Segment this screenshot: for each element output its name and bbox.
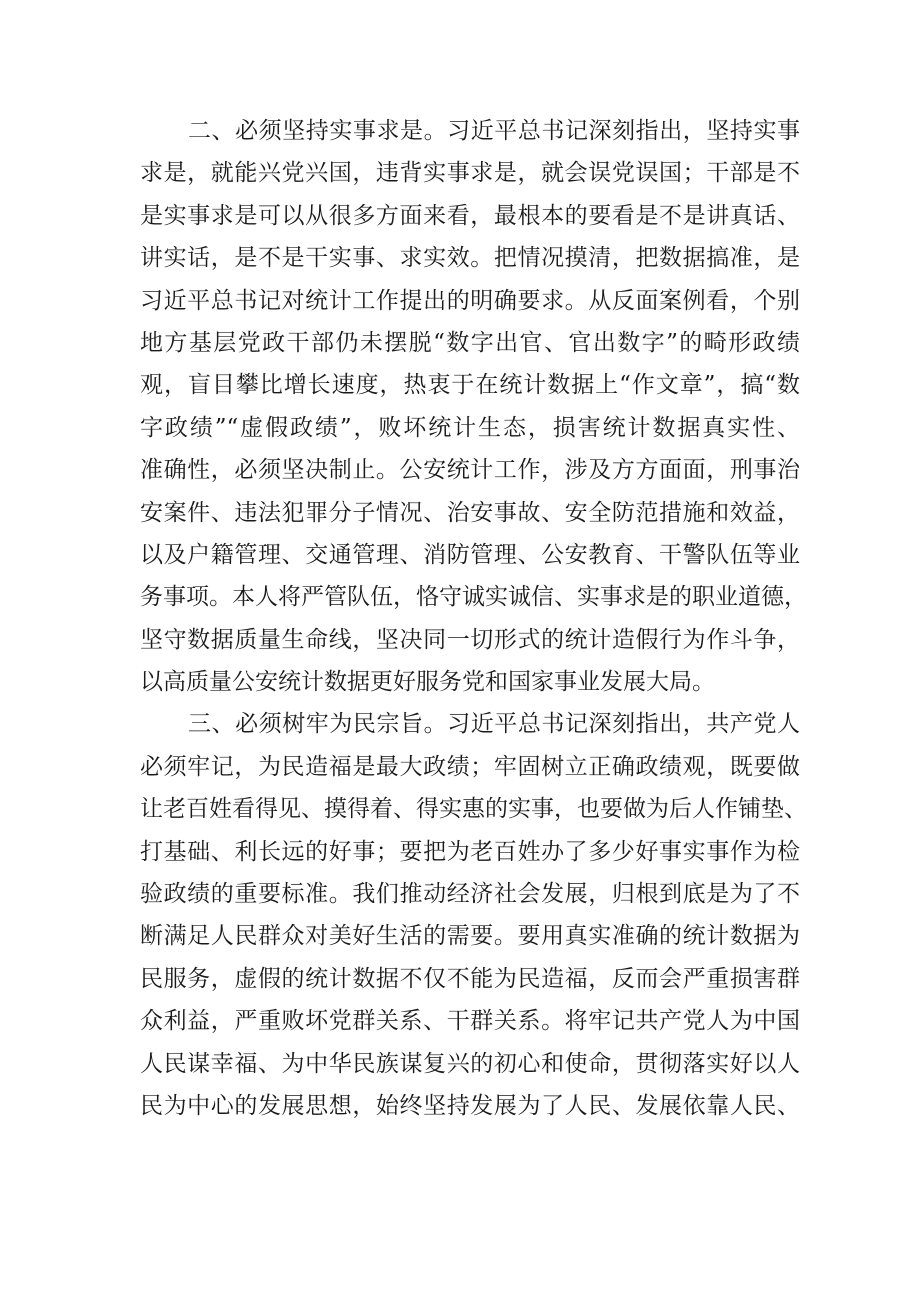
paragraph-line: 安案件、违法犯罪分子情况、治安事故、安全防范措施和效益， (140, 499, 800, 526)
paragraph-line: 习近平总书记对统计工作提出的明确要求。从反面案例看，个别 (140, 287, 800, 314)
paragraph-line: 民服务，虚假的统计数据不仅不能为民造福，反而会严重损害群 (140, 965, 800, 992)
paragraph-line: 打基础、利长远的好事；要把为老百姓办了多少好事实事作为检 (140, 838, 800, 865)
paragraph-line: 民为中心的发展思想，始终坚持发展为了人民、发展依靠人民、 (140, 1092, 800, 1119)
paragraph-line: 必须牢记，为民造福是最大政绩；牢固树立正确政绩观，既要做 (140, 753, 800, 780)
paragraph-line: 准确性，必须坚决制止。公安统计工作，涉及方方面面，刑事治 (140, 457, 800, 484)
paragraph-line: 让老百姓看得见、摸得着、得实惠的实事，也要做为后人作铺垫、 (140, 796, 807, 823)
paragraph-line: 务事项。本人将严管队伍，恪守诚实诚信、实事求是的职业道德， (140, 584, 807, 611)
paragraph-2 (140, 110, 807, 703)
paragraph-line: 字政绩”“虚假政绩”，败坏统计生态，损害统计数据真实性、 (140, 414, 800, 441)
paragraph-line: 断满足人民群众对美好生活的需要。要用真实准确的统计数据为 (140, 923, 800, 950)
paragraph-line: 坚守数据质量生命线，坚决同一切形式的统计造假行为作斗争， (140, 626, 800, 653)
paragraph-line: 讲实话，是不是干实事、求实效。把情况摸清，把数据搞准，是 (140, 245, 800, 272)
paragraph-line: 地方基层党政干部仍未摆脱“数字出官、官出数字”的畸形政绩 (140, 329, 800, 356)
paragraph-line: 以及户籍管理、交通管理、消防管理、公安教育、干警队伍等业 (140, 541, 800, 568)
paragraph-line: 是实事求是可以从很多方面来看，最根本的要看是不是讲真话、 (140, 202, 800, 229)
paragraph-line: 三、必须树牢为民宗旨。习近平总书记深刻指出，共产党人 (188, 711, 800, 738)
paragraph-line: 人民谋幸福、为中华民族谋复兴的初心和使命，贯彻落实好以人 (140, 1050, 800, 1077)
paragraph-3 (140, 703, 807, 1127)
document-body (140, 110, 807, 1127)
paragraph-line: 求是，就能兴党兴国，违背实事求是，就会误党误国；干部是不 (140, 160, 800, 187)
paragraph-line: 众利益，严重败坏党群关系、干群关系。将牢记共产党人为中国 (140, 1008, 800, 1035)
paragraph-line: 验政绩的重要标准。我们推动经济社会发展，归根到底是为了不 (140, 881, 800, 908)
paragraph-line: 以高质量公安统计数据更好服务党和国家事业发展大局。 (140, 669, 715, 696)
paragraph-line: 观，盲目攀比增长速度，热衷于在统计数据上“作文章”，搞“数 (140, 372, 800, 399)
paragraph-line: 二、必须坚持实事求是。习近平总书记深刻指出，坚持实事 (188, 118, 800, 144)
